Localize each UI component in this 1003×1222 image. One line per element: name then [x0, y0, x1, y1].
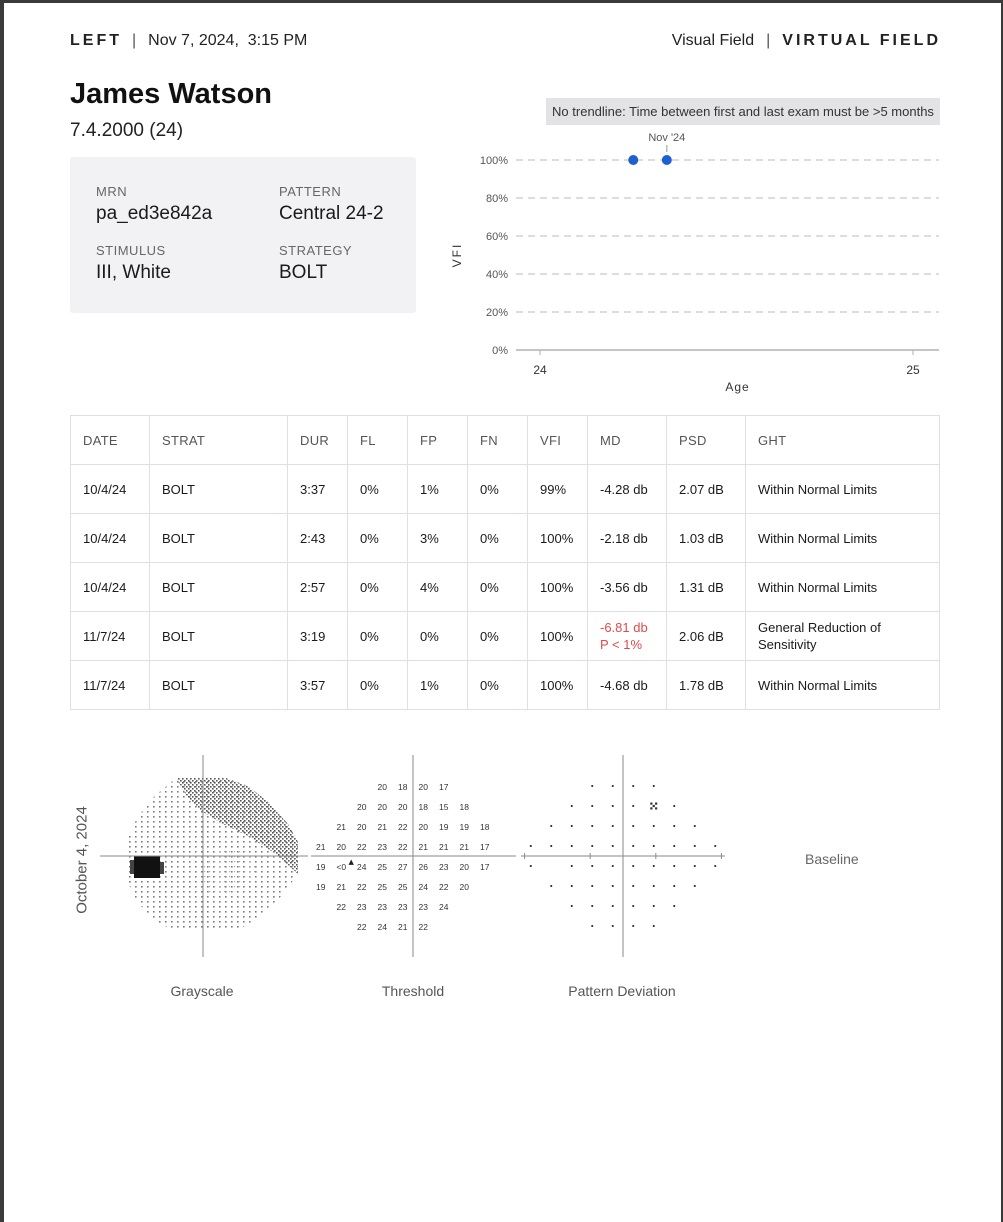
table-header-row [71, 416, 940, 465]
deviation-point [591, 925, 593, 927]
patient-info-box [70, 157, 416, 313]
deviation-point [591, 825, 593, 827]
trendline-note: No trendline: Time between first and last exam must be >5 months [546, 98, 940, 125]
pattern-value: Central 24-2 [279, 203, 384, 224]
cell-ght: Within Normal Limits [746, 465, 940, 514]
pattern-deviation-caption: Pattern Deviation [568, 983, 676, 999]
deviation-symbol-cell [655, 807, 657, 809]
deviation-point [530, 845, 532, 847]
vfi-chart [440, 125, 945, 400]
cell-psd: 1.31 dB [667, 563, 746, 612]
report-header-right [672, 32, 941, 50]
threshold-value: 22 [439, 882, 449, 892]
blind-spot-marker: ▲ [348, 858, 354, 866]
vfi-x-axis-label: Age [725, 380, 750, 394]
cell-date: 11/7/24 [71, 661, 150, 710]
threshold-value: 20 [357, 802, 367, 812]
threshold-value: 17 [439, 782, 449, 792]
table-row[interactable] [71, 465, 940, 514]
cell-strat: BOLT [150, 514, 288, 563]
threshold-value: 19 [316, 882, 326, 892]
threshold-value: 20 [357, 822, 367, 832]
cell-md-flagged [588, 612, 667, 661]
pattern-deviation-plot [519, 750, 727, 960]
threshold-value: 19 [316, 862, 326, 872]
grayscale-plot [98, 750, 313, 960]
cell-fp: 1% [408, 661, 468, 710]
deviation-point [591, 845, 593, 847]
deviation-point [694, 885, 696, 887]
vfi-x-tick-label: 25 [906, 363, 920, 377]
threshold-value: 24 [377, 922, 387, 932]
col-fn-header: FN [468, 416, 528, 465]
col-dur-header: DUR [288, 416, 348, 465]
deviation-point [571, 905, 573, 907]
threshold-value: 21 [459, 842, 469, 852]
visit-table [70, 415, 940, 710]
threshold-value: <0 [336, 862, 347, 872]
threshold-value: 20 [398, 802, 408, 812]
col-fp-header: FP [408, 416, 468, 465]
cell-fp: 1% [408, 465, 468, 514]
header-separator-right: | [766, 32, 771, 49]
cell-fn: 0% [468, 563, 528, 612]
cell-vfi: 100% [528, 612, 588, 661]
cell-vfi: 100% [528, 514, 588, 563]
cell-strat: BOLT [150, 661, 288, 710]
threshold-value: 23 [398, 902, 408, 912]
deviation-point [673, 845, 675, 847]
col-ght-header: GHT [746, 416, 940, 465]
cell-ght: Within Normal Limits [746, 563, 940, 612]
cell-fn: 0% [468, 612, 528, 661]
threshold-value: 21 [336, 822, 346, 832]
cell-strat: BOLT [150, 563, 288, 612]
threshold-value: 24 [439, 902, 449, 912]
vfi-data-point [628, 155, 638, 165]
deviation-point [591, 905, 593, 907]
deviation-point [632, 805, 634, 807]
baseline-label: Baseline [805, 851, 859, 867]
threshold-value: 21 [418, 842, 428, 852]
threshold-value: 18 [459, 802, 469, 812]
threshold-value: 26 [418, 862, 428, 872]
deviation-point [612, 845, 614, 847]
threshold-value: 19 [439, 822, 449, 832]
cell-ght [746, 612, 940, 661]
deviation-point [653, 785, 655, 787]
deviation-point [550, 825, 552, 827]
col-md-header: MD [588, 416, 667, 465]
vfi-y-axis-label: VFI [450, 242, 464, 268]
cell-fp: 4% [408, 563, 468, 612]
threshold-value: 17 [480, 842, 490, 852]
deviation-point [550, 885, 552, 887]
deviation-point [653, 905, 655, 907]
mrn-label: MRN [96, 184, 128, 199]
threshold-value: 21 [439, 842, 449, 852]
test-type: Visual Field [671, 32, 755, 49]
threshold-value: 27 [398, 862, 408, 872]
deviation-point [612, 865, 614, 867]
deviation-point [653, 865, 655, 867]
cell-md: -3.56 db [588, 563, 667, 612]
threshold-value: 20 [377, 802, 387, 812]
exam-datetime: Nov 7, 2024, 3:15 PM [148, 32, 308, 49]
threshold-value: 23 [357, 902, 367, 912]
deviation-point [571, 885, 573, 887]
threshold-value: 21 [398, 922, 408, 932]
threshold-value: 23 [377, 902, 387, 912]
patient-name: James Watson [70, 78, 272, 110]
deviation-point [632, 785, 634, 787]
page-frame-top [0, 0, 1003, 3]
cell-psd: 1.78 dB [667, 661, 746, 710]
col-date-header: DATE [71, 416, 150, 465]
vfi-y-tick-label: 60% [485, 231, 508, 243]
threshold-value: 22 [357, 922, 367, 932]
cell-psd: 1.03 dB [667, 514, 746, 563]
threshold-value: 15 [439, 802, 449, 812]
deviation-point [612, 785, 614, 787]
deviation-point [632, 905, 634, 907]
threshold-value: 21 [377, 822, 387, 832]
deviation-point [571, 825, 573, 827]
deviation-point [673, 825, 675, 827]
deviation-point [571, 805, 573, 807]
deviation-point [673, 885, 675, 887]
cell-dur: 3:57 [288, 661, 348, 710]
threshold-value: 22 [336, 902, 346, 912]
deviation-point [550, 845, 552, 847]
cell-dur: 3:19 [288, 612, 348, 661]
cell-fn: 0% [468, 661, 528, 710]
deviation-point [673, 865, 675, 867]
deviation-point [694, 845, 696, 847]
vfi-y-tick-label: 20% [485, 307, 508, 319]
deviation-symbol-cell [650, 803, 652, 805]
strategy-label: STRATEGY [279, 243, 353, 258]
ght-line-2: Sensitivity [758, 637, 817, 652]
grayscale-field [126, 778, 298, 930]
deviation-point [530, 865, 532, 867]
deviation-point [694, 865, 696, 867]
cell-vfi: 100% [528, 563, 588, 612]
threshold-value: 24 [418, 882, 428, 892]
cell-date: 10/4/24 [71, 465, 150, 514]
threshold-value: 22 [357, 882, 367, 892]
deviation-point [653, 845, 655, 847]
deviation-point [632, 925, 634, 927]
cell-vfi: 100% [528, 661, 588, 710]
threshold-caption: Threshold [381, 983, 445, 999]
report-header-left [70, 32, 307, 50]
table-row[interactable] [71, 661, 940, 710]
deviation-point [653, 925, 655, 927]
deviation-point [673, 905, 675, 907]
threshold-value: 21 [336, 882, 346, 892]
col-psd-header: PSD [667, 416, 746, 465]
deviation-point [714, 865, 716, 867]
cell-fl: 0% [348, 563, 408, 612]
cell-date: 10/4/24 [71, 563, 150, 612]
deviation-point [632, 885, 634, 887]
deviation-point [632, 865, 634, 867]
threshold-value: 25 [377, 882, 387, 892]
threshold-value: 20 [377, 782, 387, 792]
threshold-value: 20 [459, 882, 469, 892]
threshold-value: 22 [398, 842, 408, 852]
threshold-value: 20 [336, 842, 346, 852]
cell-fn: 0% [468, 465, 528, 514]
col-fl-header: FL [348, 416, 408, 465]
vfi-y-tick-label: 80% [485, 193, 508, 205]
deviation-point [714, 845, 716, 847]
vfi-y-tick-label: 40% [485, 269, 508, 281]
col-strat-header: STRAT [150, 416, 288, 465]
deviation-point [612, 925, 614, 927]
deviation-point [632, 845, 634, 847]
table-row[interactable] [71, 612, 940, 661]
vfi-data-point [662, 155, 672, 165]
table-row[interactable] [71, 514, 940, 563]
threshold-value: 20 [418, 782, 428, 792]
eye-label: LEFT [70, 32, 122, 49]
threshold-value: 25 [377, 862, 387, 872]
deviation-symbol-p5 [650, 803, 657, 810]
cell-ght: Within Normal Limits [746, 514, 940, 563]
threshold-value: 22 [357, 842, 367, 852]
cell-strat: BOLT [150, 465, 288, 514]
threshold-value: 20 [418, 822, 428, 832]
cell-ght: Within Normal Limits [746, 661, 940, 710]
brand-name: VIRTUAL FIELD [782, 32, 941, 49]
deviation-symbol-cell [650, 807, 652, 809]
cell-md: -4.68 db [588, 661, 667, 710]
strategy-value: BOLT [279, 262, 328, 283]
deviation-point [591, 885, 593, 887]
cell-md: -2.18 db [588, 514, 667, 563]
stimulus-value: III, White [96, 262, 171, 283]
table-row[interactable] [71, 563, 940, 612]
threshold-value: 23 [377, 842, 387, 852]
cell-strat: BOLT [150, 612, 288, 661]
patient-dob-age: 7.4.2000 (24) [70, 120, 184, 141]
deviation-point [571, 845, 573, 847]
deviation-point [571, 865, 573, 867]
deviation-point [673, 805, 675, 807]
mrn-value: pa_ed3e842a [96, 203, 213, 224]
vfi-annotation: Nov '24 [648, 132, 686, 144]
threshold-value: 22 [418, 922, 428, 932]
cell-psd: 2.06 dB [667, 612, 746, 661]
deviation-point [653, 885, 655, 887]
threshold-value: 23 [439, 862, 449, 872]
cell-vfi: 99% [528, 465, 588, 514]
exam-date-label: October 4, 2024 [73, 806, 91, 914]
threshold-plot [311, 750, 516, 960]
threshold-value: 17 [480, 862, 490, 872]
cell-fl: 0% [348, 661, 408, 710]
cell-fp: 0% [408, 612, 468, 661]
threshold-value: 18 [398, 782, 408, 792]
deviation-point [612, 885, 614, 887]
cell-dur: 2:57 [288, 563, 348, 612]
cell-fp: 3% [408, 514, 468, 563]
deviation-point [694, 825, 696, 827]
cell-fl: 0% [348, 465, 408, 514]
cell-dur: 3:37 [288, 465, 348, 514]
stimulus-label: STIMULUS [96, 243, 166, 258]
deviation-point [591, 805, 593, 807]
md-probability: P < 1% [600, 637, 643, 652]
pattern-label: PATTERN [279, 184, 342, 199]
deviation-symbol-cell [655, 803, 657, 805]
threshold-value: 22 [398, 822, 408, 832]
grayscale-caption: Grayscale [170, 983, 234, 999]
threshold-value: 25 [398, 882, 408, 892]
md-value: -6.81 db [600, 620, 648, 635]
deviation-point [591, 865, 593, 867]
ght-line-1: General Reduction of [758, 620, 881, 635]
threshold-value: 18 [418, 802, 428, 812]
deviation-point [612, 825, 614, 827]
deviation-point [612, 905, 614, 907]
vfi-x-tick-label: 24 [533, 363, 547, 377]
cell-date: 11/7/24 [71, 612, 150, 661]
cell-dur: 2:43 [288, 514, 348, 563]
deviation-point [632, 825, 634, 827]
threshold-value: 24 [357, 862, 367, 872]
threshold-value: 18 [480, 822, 490, 832]
threshold-value: 21 [316, 842, 326, 852]
cell-fl: 0% [348, 612, 408, 661]
threshold-value: 20 [459, 862, 469, 872]
vfi-y-tick-label: 100% [479, 155, 508, 167]
cell-fl: 0% [348, 514, 408, 563]
cell-psd: 2.07 dB [667, 465, 746, 514]
deviation-point [591, 785, 593, 787]
col-vfi-header: VFI [528, 416, 588, 465]
page-frame-left [0, 0, 4, 1222]
deviation-point [612, 805, 614, 807]
deviation-point [653, 825, 655, 827]
threshold-value: 23 [418, 902, 428, 912]
deviation-symbol-cell [653, 805, 655, 807]
threshold-value: 19 [459, 822, 469, 832]
vfi-y-tick-label: 0% [492, 345, 508, 357]
cell-date: 10/4/24 [71, 514, 150, 563]
header-separator: | [132, 32, 137, 49]
cell-md: -4.28 db [588, 465, 667, 514]
cell-fn: 0% [468, 514, 528, 563]
